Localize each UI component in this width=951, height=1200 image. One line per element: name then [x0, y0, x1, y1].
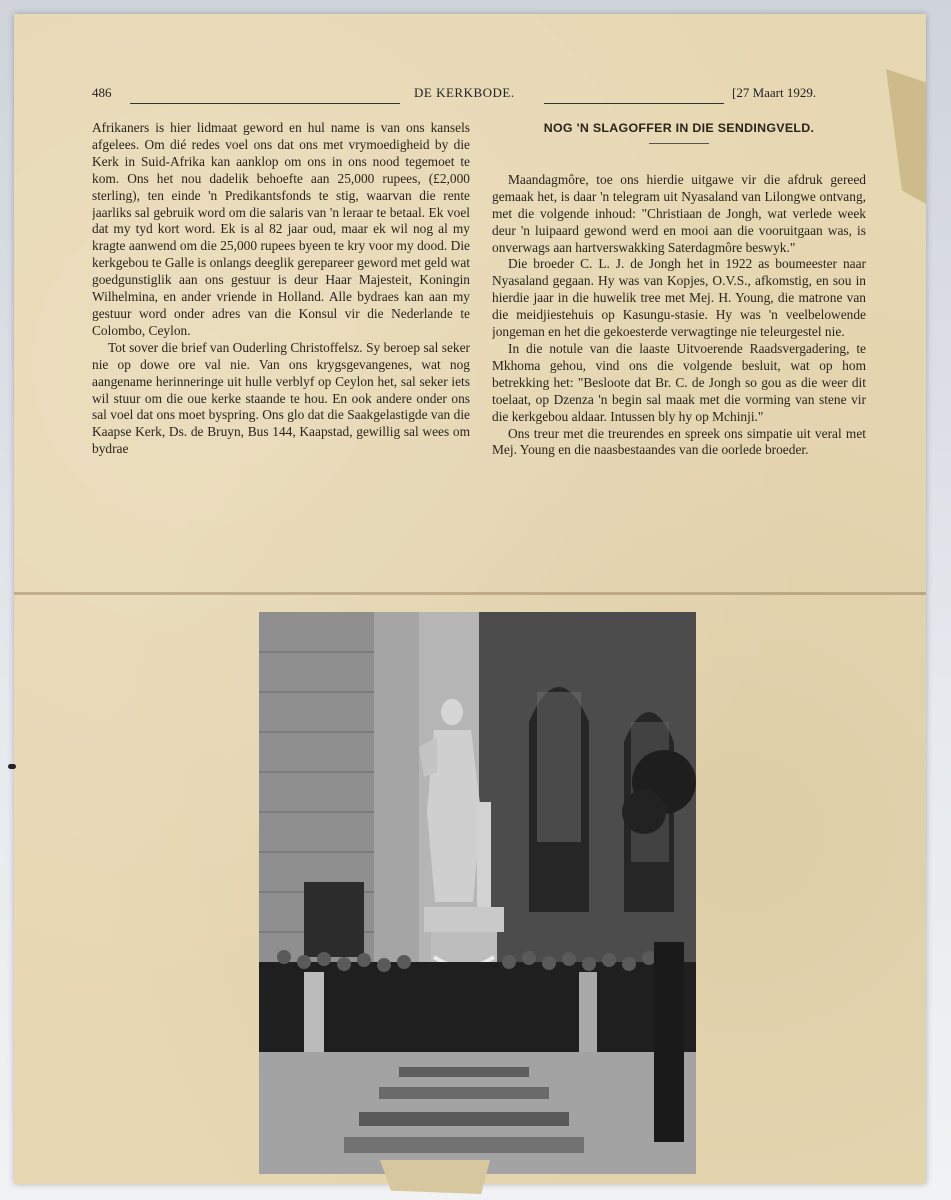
left-column	[92, 120, 470, 590]
statue-photograph	[259, 612, 696, 1174]
left-paragraph-2: Tot sover die brief van Ouderling Christoffelsz. Sy beroep sal seker nie op dowe ore val nie. Van ons krygsgevangenes, wat nog aangename herinneringe uit hulle verblyf op Ceylon het, sal seker iets wil stuur om die oue kerke staande te hou. En ook andere onder ons sal voel dat ons moet byspring. Ons glo dat die Saakgelastigde van die Kaapse Kerk, Ds. de Bruyn, Bus 144, Kaapstad, gewillig sal wees om bydrae	[92, 339, 470, 457]
right-column	[492, 120, 866, 590]
page-header	[92, 85, 857, 105]
title-rule	[649, 143, 709, 144]
page-number: 486	[92, 85, 112, 100]
header-rule-right	[544, 103, 724, 104]
issue-date: [27 Maart 1929.	[732, 85, 817, 100]
publication-name: DE KERKBODE.	[414, 85, 515, 100]
right-paragraph-3: In die notule van die laaste Uitvoerende Raadsvergadering, te Mkhoma gehou, vind ons die volgende besluit, wat op hom betrekking het: "Besloote dat Br. C. de Jongh so gou as die weer dit toelaat, op Dzenza 'n begin sal maak met die vorming van stene vir die kerkgebou aldaar. Intussen bly hy op Mchinji."	[492, 340, 866, 424]
right-paragraph-1: Maandagmôre, toe ons hierdie uitgawe vir die afdruk gereed gemaak het, is daar 'n telegram uit Nyasaland van Lilongwe ontvang, met die volgende inhoud: "Christiaan de Jongh, wat verlede week deur 'n luipaard gewond werd en mooi aan die vooruitgaan was, is onverwags aan hartverswakking Saterdagmôre beswyk."	[492, 171, 866, 255]
article-title: NOG 'N SLAGOFFER IN DIE SENDINGVELD.	[543, 121, 815, 135]
right-paragraph-2: Die broeder C. L. J. de Jongh het in 1922 as boumeester naar Nyasaland gegaan. Hy was van Kopjes, O.V.S., afkomstig, en sou in hierdie jaar in die huwelik tree met Mej. H. Young, die matrone van die meidjiestehuis op Kasungu-stasie. Hy was 'n veelbelowende jongeman en het die gekoesterde verwagtinge nie teleurgestel nie.	[492, 256, 866, 340]
right-paragraph-4: Ons treur met die treurendes en spreek ons simpatie uit veral met Mej. Young en die naasbestaandes van die oorlede broeder.	[492, 425, 866, 458]
stain-mark	[8, 764, 16, 769]
left-paragraph-1: Afrikaners is hier lidmaat geword en hul name is van ons kansels afgelees. Om dié redes voel ons dat ons met vrymoedigheid by die Kerk in Suid-Afrika kan aanklop om ons in ons nood tegemoet te kom. Ons het nou dadelik behoefte aan 25,000 rupees, (£2,000 sterling), ten einde 'n Predikantsfonds te stig, waarvan die rente jaarliks sal gebruik word om die salaris van 'n leraar te betaal. Ek voel dat my tyd kort word. Ek is al 82 jaar oud, maar ek wil nog al my kragte aanwend om die 25,000 rupees byeen te kry voor my dood. Die kerkgebou te Galle is onlangs deeglik gerepareer geword met geld wat goedgunstiglik aan ons gestuur is deur Haar Majesteit, Koningin Wilhelmina, en ander vriende in Holland. Alle bydraes kan aan my gestuur word onder adres van die Konsul vir die Nederlande te Colombo, Ceylon.	[92, 120, 470, 338]
header-rule-left	[130, 103, 400, 104]
torn-corner	[886, 69, 926, 204]
torn-edge	[380, 1160, 490, 1194]
fold-crease	[14, 592, 926, 595]
